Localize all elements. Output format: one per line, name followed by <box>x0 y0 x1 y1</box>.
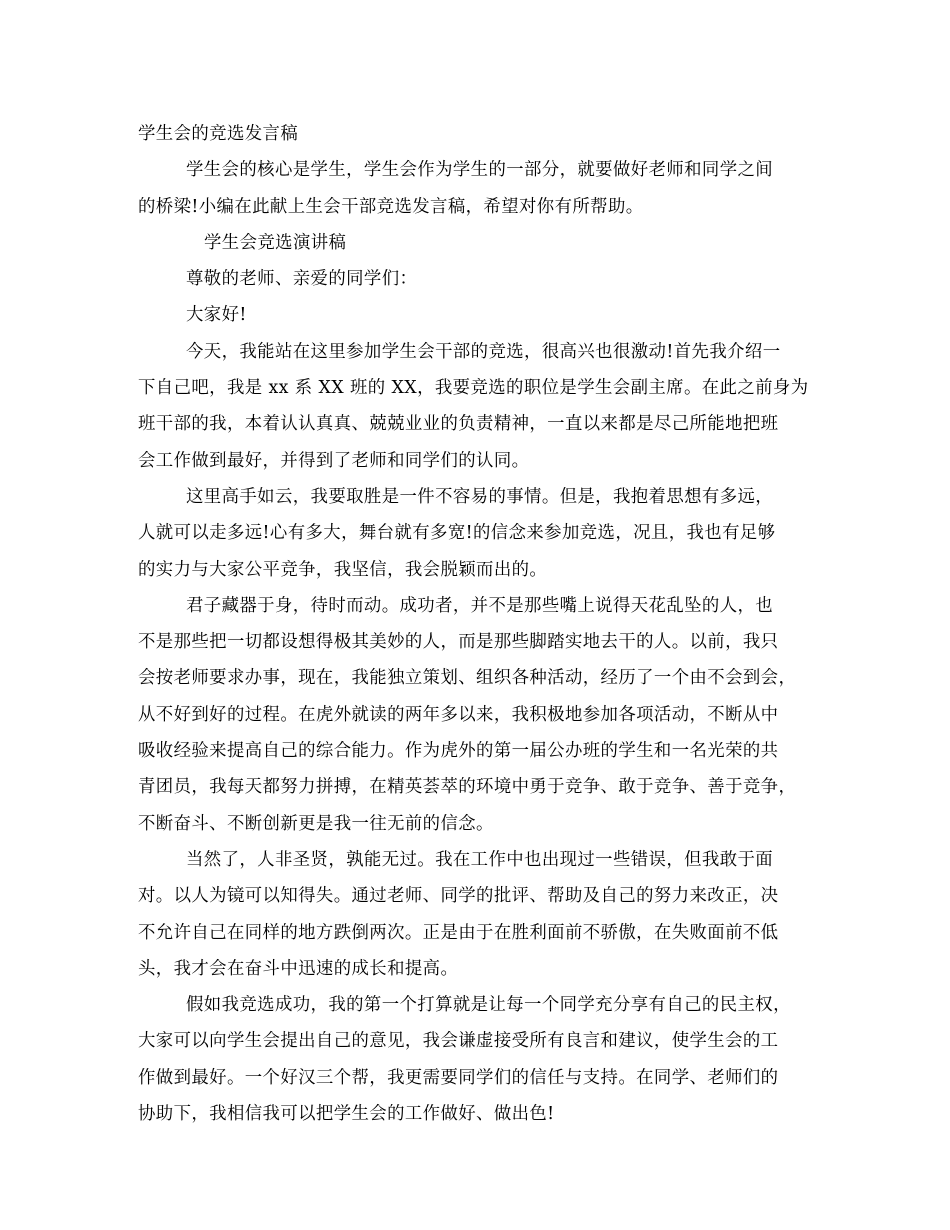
text-line: 会按老师要求办事，现在，我能独立策划、组织各种活动，经历了一个由不会到会， <box>138 668 797 689</box>
text-line: 不允许自己在同样的地方跌倒两次。正是由于在胜利面前不骄傲，在失败面前不低 <box>138 922 779 943</box>
body-paragraph <box>138 842 810 987</box>
text-line: 假如我竞选成功，我的第一个打算就是让每一个同学充分享有自己的民主权， <box>186 995 791 1016</box>
body-paragraph <box>138 334 810 479</box>
text-line: 当然了，人非圣贤，孰能无过。我在工作中也出现过一些错误，但我敢于面 <box>186 849 774 870</box>
text-line: 协助下，我相信我可以把学生会的工作做好、做出色! <box>138 1104 555 1125</box>
salutation: 尊敬的老师、亲爱的同学们： <box>186 269 418 290</box>
text-line: 对。以人为镜可以知得失。通过老师、同学的批评、帮助及自己的努力来改正，决 <box>138 886 779 907</box>
text-line: 人就可以走多远!心有多大，舞台就有多宽!的信念来参加竞选，况且，我也有足够 <box>138 523 776 544</box>
document-page <box>138 116 810 1132</box>
text-line: 会工作做到最好，并得到了老师和同学们的认同。 <box>138 450 530 471</box>
text-line: 大家可以向学生会提出自己的意见，我会谦虚接受所有良言和建议，使学生会的工 <box>138 1031 779 1052</box>
text-line: 吸收经验来提高自己的综合能力。作为虎外的第一届公办班的学生和一名光荣的共 <box>138 741 779 762</box>
text-line: 君子藏器于身，待时而动。成功者，并不是那些嘴上说得天花乱坠的人，也 <box>186 595 774 616</box>
text-line: 从不好到好的过程。在虎外就读的两年多以来，我积极地参加各项活动，不断从中 <box>138 704 779 725</box>
body-paragraph <box>138 479 810 588</box>
text-line: 班干部的我，本着认认真真、兢兢业业的负责精神，一直以来都是尽己所能地把班 <box>138 414 779 435</box>
text-line: 下自己吧，我是 xx 系 XX 班的 XX，我要竞选的职位是学生会副主席。在此之前身为 <box>138 378 809 399</box>
text-line: 学生会的核心是学生，学生会作为学生的一部分，就要做好老师和同学之间 <box>186 160 774 181</box>
text-line: 今天，我能站在这里参加学生会干部的竞选，很高兴也很激动!首先我介绍一 <box>186 341 781 362</box>
text-line: 不是那些把一切都设想得极其美妙的人，而是那些脚踏实地去干的人。以前，我只 <box>138 632 779 653</box>
text-line: 这里高手如云，我要取胜是一件不容易的事情。但是，我抱着思想有多远， <box>186 486 774 507</box>
body-paragraph <box>138 987 810 1132</box>
intro-paragraph <box>138 152 810 225</box>
speech-title: 学生会竞选演讲稿 <box>204 232 347 253</box>
text-line: 的桥梁!小编在此献上生会干部竞选发言稿，希望对你有所帮助。 <box>138 196 644 217</box>
text-line: 的实力与大家公平竞争，我坚信，我会脱颖而出的。 <box>138 559 548 580</box>
greeting: 大家好! <box>186 305 247 326</box>
document-title: 学生会的竞选发言稿 <box>138 124 299 144</box>
text-line: 作做到最好。一个好汉三个帮，我更需要同学们的信任与支持。在同学、老师们的 <box>138 1067 779 1088</box>
body-paragraph <box>138 588 810 842</box>
text-line: 头，我才会在奋斗中迅速的成长和提高。 <box>138 958 459 979</box>
text-line: 青团员，我每天都努力拼搏，在精英荟萃的环境中勇于竞争、敢于竞争、善于竞争， <box>138 777 797 798</box>
text-line: 不断奋斗、不断创新更是我一往无前的信念。 <box>138 813 494 834</box>
